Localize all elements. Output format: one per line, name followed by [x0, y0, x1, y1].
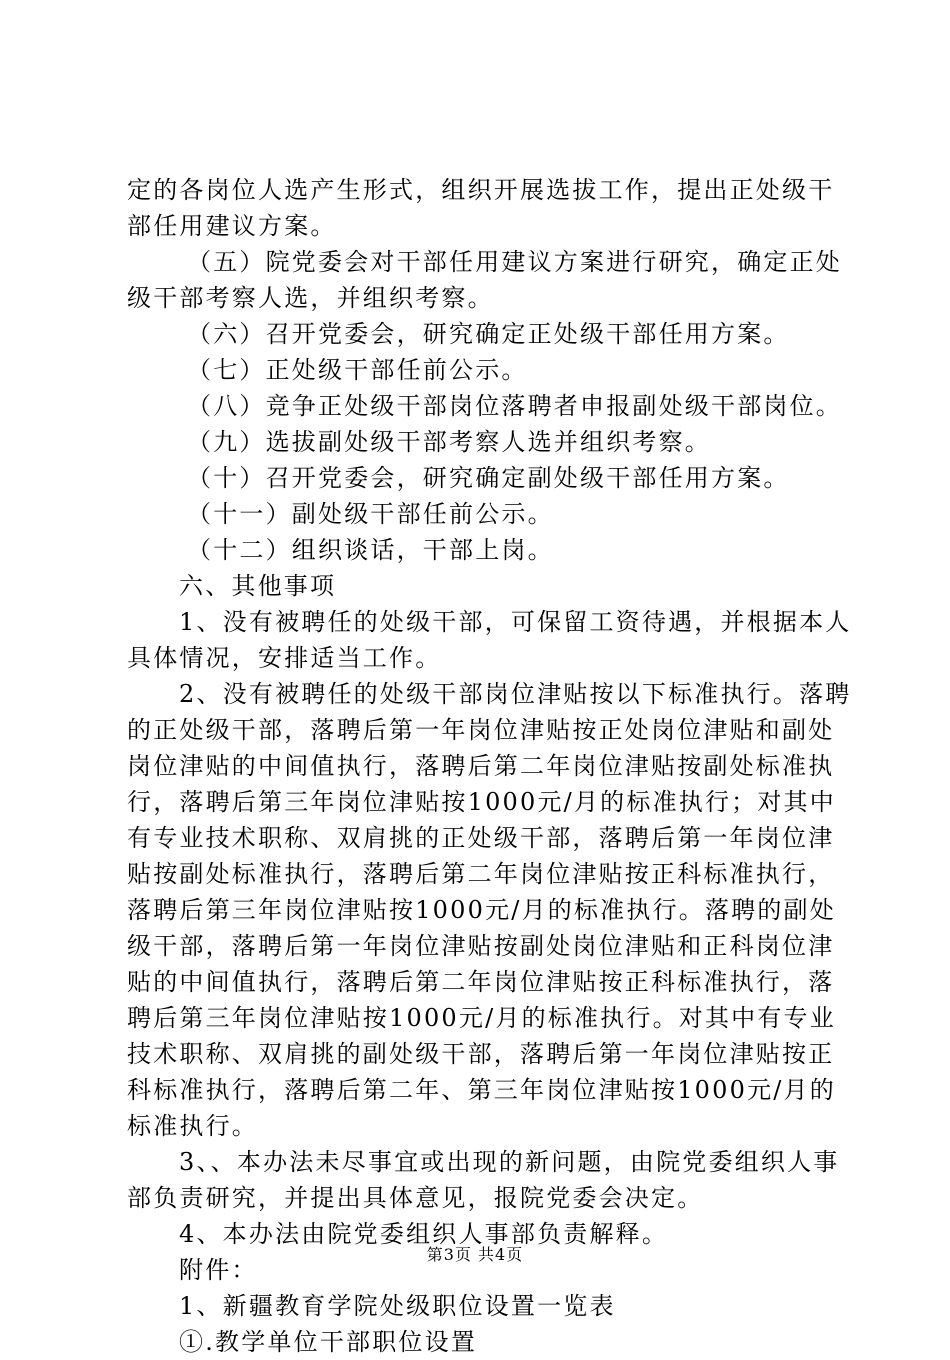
paragraph-line: （十一）副处级干部任前公示。	[187, 500, 554, 528]
paragraph-line: 聘后第三年岗位津贴按1000元/月的标准执行。对其中有专业	[127, 1004, 836, 1032]
paragraph-line: 2、没有被聘任的处级干部岗位津贴按以下标准执行。落聘	[179, 680, 852, 708]
paragraph-line: （九）选拔副处级干部考察人选并组织考察。	[187, 428, 711, 456]
paragraph-line: （八）竞争正处级干部岗位落聘者申报副处级干部岗位。	[187, 392, 842, 420]
paragraph-line: 具体情况，安排适当工作。	[127, 644, 442, 672]
paragraph-line: （十）召开党委会，研究确定副处级干部任用方案。	[187, 464, 790, 492]
paragraph-line: （七）正处级干部任前公示。	[187, 356, 528, 384]
paragraph-line: （十二）组织谈话，干部上岗。	[187, 536, 554, 564]
attachment-subitem: ①.教学单位干部职位设置	[179, 1328, 478, 1356]
page-number-footer: 第3页 共4页	[426, 1245, 524, 1264]
section-heading: 六、其他事项	[179, 572, 337, 600]
attachment-item: 1、新疆教育学院处级职位设置一览表	[179, 1292, 616, 1320]
paragraph-line: （五）院党委会对干部任用建议方案进行研究，确定正处	[187, 248, 842, 276]
paragraph-line: 定的各岗位人选产生形式，组织开展选拔工作，提出正处级干	[127, 176, 835, 204]
paragraph-line: 级干部，落聘后第一年岗位津贴按副处岗位津贴和正科岗位津	[127, 932, 835, 960]
paragraph-line: 标准执行。	[127, 1112, 258, 1140]
paragraph-line: 行，落聘后第三年岗位津贴按1000元/月的标准执行；对其中	[127, 788, 836, 816]
paragraph-line: 1、没有被聘任的处级干部，可保留工资待遇，并根据本人	[179, 608, 852, 636]
paragraph-line: 3、、本办法未尽事宜或出现的新问题，由院党委组织人事	[179, 1148, 840, 1176]
paragraph-line: 有专业技术职称、双肩挑的正处级干部，落聘后第一年岗位津	[127, 824, 835, 852]
paragraph-line: 部任用建议方案。	[127, 212, 337, 240]
paragraph-line: （六）召开党委会，研究确定正处级干部任用方案。	[187, 320, 790, 348]
paragraph-line: 科标准执行，落聘后第二年、第三年岗位津贴按1000元/月的	[127, 1076, 836, 1104]
paragraph-line: 落聘后第三年岗位津贴按1000元/月的标准执行。落聘的副处	[127, 896, 836, 924]
paragraph-line: 岗位津贴的中间值执行，落聘后第二年岗位津贴按副处标准执	[127, 752, 835, 780]
paragraph-line: 部负责研究，并提出具体意见，报院党委会决定。	[127, 1184, 704, 1212]
document-body	[127, 172, 852, 1360]
attachment-heading: 附件：	[179, 1256, 258, 1284]
paragraph-line: 级干部考察人选，并组织考察。	[127, 284, 494, 312]
paragraph-line: 技术职称、双肩挑的副处级干部，落聘后第一年岗位津贴按正	[127, 1040, 835, 1068]
paragraph-line: 贴按副处标准执行，落聘后第二年岗位津贴按正科标准执行，	[127, 860, 835, 888]
paragraph-line: 贴的中间值执行，落聘后第二年岗位津贴按正科标准执行，落	[127, 968, 835, 996]
paragraph-line: 4、本办法由院党委组织人事部负责解释。	[179, 1220, 669, 1248]
paragraph-line: 的正处级干部，落聘后第一年岗位津贴按正处岗位津贴和副处	[127, 716, 835, 744]
